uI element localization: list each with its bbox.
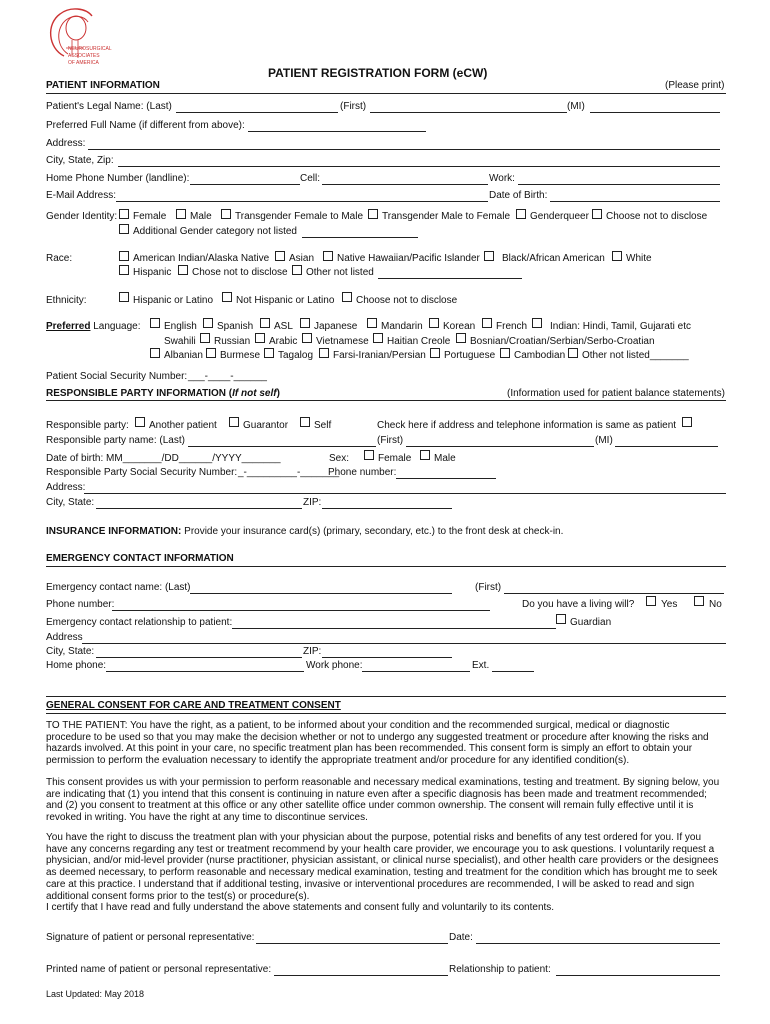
dob-field[interactable] <box>550 201 720 202</box>
gender-male-checkbox[interactable] <box>176 209 186 219</box>
first-name-label: (First) <box>340 101 367 112</box>
resp-zip-field[interactable] <box>322 508 452 509</box>
gender-female-label: Female <box>133 211 167 222</box>
ethnicity-hispanic-label: Hispanic or Latino <box>133 295 214 306</box>
emergency-phone-field[interactable] <box>112 610 490 611</box>
consent-p3-line: additional consent forms prior to the test(s) or procedure(s). <box>46 890 310 902</box>
ethnicity-label: Ethnicity: <box>46 295 87 306</box>
emergency-phone-label: Phone number: <box>46 599 115 610</box>
consent-section-rule <box>46 713 726 714</box>
emergency-first-name-field[interactable] <box>504 593 724 594</box>
lang-farsi-checkbox[interactable] <box>319 348 329 358</box>
lang-arabic-label: Arabic <box>269 336 298 347</box>
resp-city-field[interactable] <box>96 508 302 509</box>
race-other-label: Other not listed <box>306 267 374 278</box>
gender-trans-f2m-checkbox[interactable] <box>221 209 231 219</box>
signature-date-field[interactable] <box>476 943 720 944</box>
consent-p3-line: care at this practice. I understand that if additional testing, invasive or interventional procedures are recommended, I will be asked to read and sign <box>46 878 695 890</box>
consent-p2-line: and (2) you consent to treatment at this office or any other satellite office under common ownership. The consent will remain fully effective until it is <box>46 800 694 812</box>
living-will-yes-label: Yes <box>661 599 678 610</box>
emergency-ext-field[interactable] <box>492 671 534 672</box>
living-will-label: Do you have a living will? <box>522 599 635 610</box>
signature-date-label: Date: <box>449 932 473 943</box>
responsible-heading-italic: If not self <box>232 388 277 399</box>
race-nhpi-checkbox[interactable] <box>323 251 333 261</box>
responsible-party-label: Responsible party: <box>46 420 129 431</box>
resp-phone-label: Phone number: <box>328 467 397 478</box>
consent-p2-line: revoked in writing. You have the right at any time to discontinue services. <box>46 812 368 824</box>
insurance-heading: INSURANCE INFORMATION: <box>46 526 182 537</box>
home-phone-label: Home Phone Number (landline): <box>46 173 190 184</box>
lang-vietnamese-checkbox[interactable] <box>302 333 312 343</box>
lang-albanian-checkbox[interactable] <box>150 348 160 358</box>
gender-female-checkbox[interactable] <box>119 209 129 219</box>
resp-last-name-field[interactable] <box>188 446 376 447</box>
party-another-patient-label: Another patient <box>149 420 217 431</box>
race-hispanic-label: Hispanic <box>133 267 172 278</box>
resp-first-label: (First) <box>377 435 404 446</box>
race-aian-checkbox[interactable] <box>119 251 129 261</box>
lang-other-checkbox[interactable] <box>568 348 578 358</box>
home-phone-field[interactable] <box>190 184 300 185</box>
race-black-checkbox[interactable] <box>484 251 494 261</box>
lang-french-checkbox[interactable] <box>482 318 492 328</box>
lang-bosnian-label: Bosnian/Croatian/Serbian/Serbo-Croatian <box>470 336 655 347</box>
resp-sex-male-checkbox[interactable] <box>420 450 430 460</box>
consent-p3-line: have any concerns regarding any test or treatment recommend by your health care provider, we encourage you to ask questions. I voluntarily request a <box>46 843 715 855</box>
lang-asl-label: ASL <box>274 321 293 332</box>
consent-p3-line: as deemed necessary, to perform reasonable and necessary medical examination, testing and treatment for the condition which has brought me to seek <box>46 867 718 879</box>
insurance-text: Provide your insurance card(s) (primary, secondary, etc.) to the front desk at check-in. <box>181 526 564 537</box>
responsible-heading <box>46 388 280 400</box>
resp-dob-field[interactable]: Date of birth: MM_______/DD______/YYYY_______ <box>46 453 281 464</box>
lang-haitian-checkbox[interactable] <box>373 333 383 343</box>
guardian-checkbox[interactable] <box>556 614 566 624</box>
lang-english-label: English <box>164 321 197 332</box>
race-nhpi-label: Native Hawaiian/Pacific Islander <box>337 253 480 264</box>
emergency-zip-field[interactable] <box>322 657 452 658</box>
lang-burmese-label: Burmese <box>220 350 261 361</box>
consent-heading: GENERAL CONSENT FOR CARE AND TREATMENT CONSENT <box>46 700 341 711</box>
living-will-no-label: No <box>709 599 722 610</box>
lang-tagalog-checkbox[interactable] <box>264 348 274 358</box>
city-state-zip-label: City, State, Zip: <box>46 155 114 166</box>
emergency-home-phone-label: Home phone: <box>46 660 107 671</box>
race-aian-label: American Indian/Alaska Native <box>133 253 270 264</box>
lang-haitian-label: Haitian Creole <box>387 336 451 347</box>
lang-vietnamese-label: Vietnamese <box>316 336 369 347</box>
ssn-label: Patient Social Security Number: <box>46 371 188 382</box>
resp-mi-field[interactable] <box>615 446 718 447</box>
lang-portuguese-label: Portuguese <box>444 350 496 361</box>
race-other-checkbox[interactable] <box>292 265 302 275</box>
ethnicity-nodisclose-checkbox[interactable] <box>342 292 352 302</box>
resp-sex-female-label: Female <box>378 453 412 464</box>
gender-genderqueer-label: Genderqueer <box>530 211 589 222</box>
legal-name-label: Patient's Legal Name: (Last) <box>46 101 172 112</box>
dob-label: Date of Birth: <box>489 190 548 201</box>
race-nodisclose-checkbox[interactable] <box>178 265 188 275</box>
lang-spanish-checkbox[interactable] <box>203 318 213 328</box>
resp-sex-male-label: Male <box>434 453 456 464</box>
emergency-last-name-field[interactable] <box>190 593 452 594</box>
responsible-note: (Information used for patient balance statements) <box>507 388 725 399</box>
emergency-home-phone-field[interactable] <box>106 671 304 672</box>
gender-trans-m2f-checkbox[interactable] <box>368 209 378 219</box>
preferred-name-label: Preferred Full Name (if different from above): <box>46 120 245 131</box>
lang-mandarin-label: Mandarin <box>381 321 423 332</box>
race-nodisclose-label: Chose not to disclose <box>192 267 288 278</box>
resp-zip-label: ZIP: <box>303 497 322 508</box>
lang-russian-checkbox[interactable] <box>200 333 210 343</box>
mi-label: (MI) <box>567 101 585 112</box>
emergency-heading: EMERGENCY CONTACT INFORMATION <box>46 553 234 564</box>
resp-first-name-field[interactable] <box>406 446 594 447</box>
lang-russian-label: Russian <box>214 336 251 347</box>
emergency-zip-label: ZIP: <box>303 646 322 657</box>
responsible-section-rule <box>46 400 726 401</box>
race-label: Race: <box>46 253 73 264</box>
lang-tagalog-label: Tagalog <box>278 350 314 361</box>
emergency-city-label: City, State: <box>46 646 95 657</box>
consent-paragraph-3 <box>46 832 728 914</box>
patient-section-rule <box>46 93 726 94</box>
emergency-first-label: (First) <box>475 582 502 593</box>
emergency-section-rule <box>46 566 726 567</box>
logo-text-3: OF AMERICA <box>68 60 99 66</box>
ethnicity-hispanic-checkbox[interactable] <box>119 292 129 302</box>
email-field[interactable] <box>116 201 488 202</box>
race-white-checkbox[interactable] <box>612 251 622 261</box>
address-label: Address: <box>46 138 86 149</box>
work-field[interactable] <box>518 184 720 185</box>
resp-sex-label: Sex: <box>329 453 350 464</box>
consent-p1-line: TO THE PATIENT: You have the right, as a patient, to be informed about your condition and the recommended surgical, medical or diagnostic <box>46 720 670 731</box>
lang-french-label: French <box>496 321 528 332</box>
emergency-ext-label: Ext. <box>472 660 490 671</box>
resp-ssn-label: Responsible Party Social Security Number: <box>46 467 238 478</box>
gender-other-checkbox[interactable] <box>119 224 129 234</box>
gender-trans-f2m-label: Transgender Female to Male <box>235 211 364 222</box>
gender-genderqueer-checkbox[interactable] <box>516 209 526 219</box>
lang-indian-checkbox[interactable] <box>532 318 542 328</box>
lang-other-label: Other not listed_______ <box>582 350 689 361</box>
email-label: E-Mail Address: <box>46 190 117 201</box>
lang-japanese-checkbox[interactable] <box>300 318 310 328</box>
patient-info-heading: PATIENT INFORMATION <box>46 80 160 91</box>
city-state-zip-field[interactable] <box>118 166 720 167</box>
gender-nodisclose-checkbox[interactable] <box>592 209 602 219</box>
party-another-patient-checkbox[interactable] <box>135 417 145 427</box>
race-other-field[interactable] <box>378 278 522 279</box>
gender-other-label: Additional Gender category not listed <box>133 226 297 237</box>
emergency-relationship-label: Emergency contact relationship to patient: <box>46 617 233 628</box>
responsible-heading-end: ) <box>276 388 280 399</box>
resp-sex-female-checkbox[interactable] <box>364 450 374 460</box>
consent-p2-line: This consent provides us with your permission to perform reasonable and necessary medical examinations, testing and treatment. By signing below, you <box>46 777 720 788</box>
relationship-field[interactable] <box>556 975 720 976</box>
lang-indian-label: Indian: Hindi, Tamil, Gujarati etc <box>550 321 691 332</box>
address-field[interactable] <box>88 149 720 150</box>
language-label-preferred: Preferred <box>46 321 91 332</box>
lang-albanian-label: Albanian <box>164 350 203 361</box>
consent-paragraph-2 <box>46 777 728 824</box>
consent-top-rule <box>46 696 726 697</box>
race-hispanic-checkbox[interactable] <box>119 265 129 275</box>
emergency-work-phone-label: Work phone: <box>306 660 363 671</box>
gender-male-label: Male <box>190 211 212 222</box>
mi-field[interactable] <box>590 112 720 113</box>
responsible-heading-text: RESPONSIBLE PARTY INFORMATION ( <box>46 388 233 399</box>
last-updated: Last Updated: May 2018 <box>46 989 145 999</box>
first-name-field[interactable] <box>370 112 567 113</box>
resp-mi-label: (MI) <box>595 435 613 446</box>
lang-korean-checkbox[interactable] <box>429 318 439 328</box>
gender-other-field[interactable] <box>302 237 418 238</box>
race-asian-label: Asian <box>289 253 315 264</box>
practice-logo <box>42 4 132 70</box>
lang-english-checkbox[interactable] <box>150 318 160 328</box>
preferred-name-field[interactable] <box>248 131 426 132</box>
lang-mandarin-checkbox[interactable] <box>367 318 377 328</box>
lang-portuguese-checkbox[interactable] <box>430 348 440 358</box>
logo-text-2: ASSOCIATES <box>68 53 100 59</box>
consent-p3-line: You have the right to discuss the treatment plan with your physician about the purpose, potential risks and benefits of any test ordered for you. If you <box>46 832 702 843</box>
lang-asl-checkbox[interactable] <box>260 318 270 328</box>
race-asian-checkbox[interactable] <box>275 251 285 261</box>
lang-swahili-label: Swahili <box>164 336 196 347</box>
cell-label: Cell: <box>300 173 321 184</box>
language-label <box>46 321 141 333</box>
printed-name-label: Printed name of patient or personal representative: <box>46 964 272 975</box>
party-self-label: Self <box>314 420 332 431</box>
consent-p3-line: I certify that I have read and fully understand the above statements and consent fully and voluntarily to its contents. <box>46 902 555 914</box>
insurance-info <box>46 526 563 538</box>
lang-bosnian-checkbox[interactable] <box>456 333 466 343</box>
party-guarantor-checkbox[interactable] <box>229 417 239 427</box>
signature-label: Signature of patient or personal representative: <box>46 932 255 943</box>
logo-text-1: NEUROSURGICAL <box>68 46 112 52</box>
ssn-field[interactable]: ___-____-______ <box>188 371 267 382</box>
same-as-patient-label: Check here if address and telephone information is same as patient <box>377 420 677 431</box>
emergency-city-field[interactable] <box>96 657 302 658</box>
emergency-relationship-field[interactable] <box>232 628 556 629</box>
same-as-patient-checkbox[interactable] <box>682 417 692 427</box>
form-title: PATIENT REGISTRATION FORM (eCW) <box>268 66 488 80</box>
party-self-checkbox[interactable] <box>300 417 310 427</box>
printed-name-field[interactable] <box>274 975 448 976</box>
consent-p3-line: physician, and/or mid-level provider (nurse practitioner, physician assistant, or clinical nurse specialist), and other health care providers or the designees <box>46 855 719 867</box>
gender-trans-m2f-label: Transgender Male to Female <box>382 211 511 222</box>
signature-field[interactable] <box>256 943 448 944</box>
language-label-text: Language: <box>90 321 141 332</box>
lang-japanese-label: Japanese <box>314 321 358 332</box>
consent-paragraph-1 <box>46 720 728 767</box>
resp-ssn-field[interactable]: _-_________-_______ <box>238 467 340 478</box>
emergency-address-field[interactable] <box>82 643 726 644</box>
please-print-note: (Please print) <box>665 80 725 91</box>
resp-phone-field[interactable] <box>396 478 496 479</box>
consent-p1-line: permission to perform the evaluation necessary to identify the appropriate treatment and/or procedure for any identified condition(s). <box>46 755 630 767</box>
relationship-label: Relationship to patient: <box>449 964 551 975</box>
guardian-label: Guardian <box>570 617 612 628</box>
ethnicity-not-hispanic-label: Not Hispanic or Latino <box>236 295 335 306</box>
gender-label: Gender Identity: <box>46 211 118 222</box>
resp-city-label: City, State: <box>46 497 95 508</box>
ethnicity-nodisclose-label: Choose not to disclose <box>356 295 458 306</box>
emergency-work-phone-field[interactable] <box>362 671 470 672</box>
lang-spanish-label: Spanish <box>217 321 254 332</box>
resp-name-label: Responsible party name: (Last) <box>46 435 185 446</box>
last-name-field[interactable] <box>176 112 338 113</box>
consent-p1-line: hazards involved. At this point in your care, no specific treatment plan has been recommended. This consent form is simply an effort to obtain your <box>46 743 693 755</box>
lang-cambodian-label: Cambodian <box>514 350 566 361</box>
work-label: Work: <box>489 173 515 184</box>
consent-p1-line: procedure to be used so that you may make the decision whether or not to undergo any suggested treatment or procedure after knowing the risks and <box>46 731 709 743</box>
resp-address-field[interactable] <box>84 493 726 494</box>
lang-cambodian-checkbox[interactable] <box>500 348 510 358</box>
consent-p2-line: are indicating that (1) you intend that this consent is continuing in nature even after a specific diagnosis has been made and treatment recommended; <box>46 788 707 800</box>
cell-field[interactable] <box>322 184 488 185</box>
resp-address-label: Address: <box>46 482 86 493</box>
race-white-label: White <box>626 253 652 264</box>
living-will-no-checkbox[interactable] <box>694 596 704 606</box>
gender-nodisclose-label: Choose not to disclose <box>606 211 708 222</box>
race-black-label: Black/African American <box>502 253 605 264</box>
living-will-yes-checkbox[interactable] <box>646 596 656 606</box>
emergency-address-label: Address <box>46 632 83 643</box>
emergency-name-label: Emergency contact name: (Last) <box>46 582 191 593</box>
party-guarantor-label: Guarantor <box>243 420 289 431</box>
lang-arabic-checkbox[interactable] <box>255 333 265 343</box>
lang-burmese-checkbox[interactable] <box>206 348 216 358</box>
lang-farsi-label: Farsi-Iranian/Persian <box>333 350 426 361</box>
ethnicity-not-hispanic-checkbox[interactable] <box>222 292 232 302</box>
lang-korean-label: Korean <box>443 321 476 332</box>
